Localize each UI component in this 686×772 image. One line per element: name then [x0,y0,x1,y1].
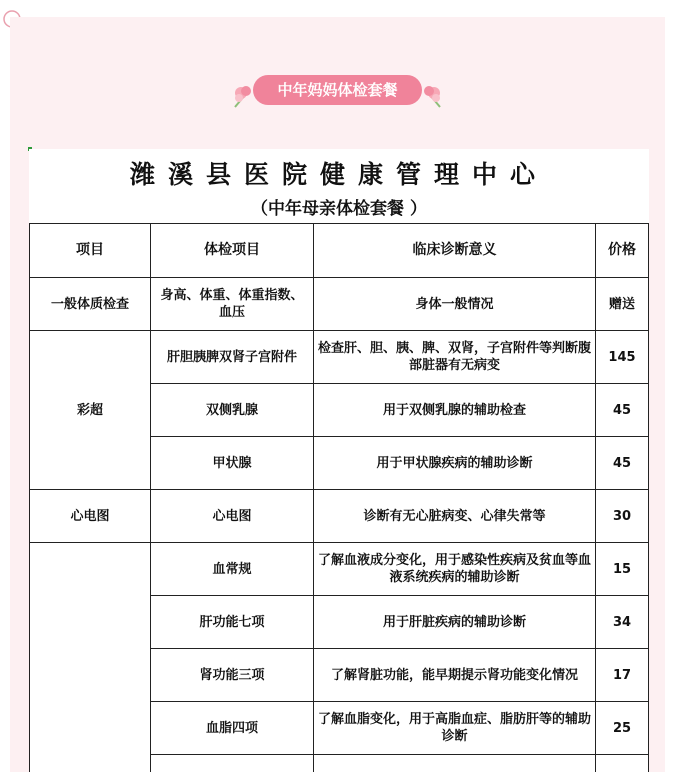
group-ecg: 心电图 [30,490,151,543]
row-meaning [314,755,596,772]
flower-right-icon [416,83,444,111]
header-category: 项目 [30,224,151,278]
table-row [30,278,649,331]
table-row [30,543,649,596]
row-meaning: 了解肾脏功能，能早期提示肾功能变化情况 [314,649,596,702]
row-item: 血常规 [151,543,314,596]
group-ultrasound: 彩超 [30,331,151,490]
document-title: 潍溪县医院健康管理中心 [129,160,548,189]
row-item [151,755,314,772]
row-price: 17 [596,649,649,702]
row-item: 身高、体重、体重指数、血压 [151,278,314,331]
header-item: 体检项目 [151,224,314,278]
table-header-row [30,224,649,278]
row-price [596,755,649,772]
row-meaning: 检查肝、胆、胰、脾、双肾，子宫附件等判断腹部脏器有无病变 [314,331,596,384]
row-price: 45 [596,384,649,437]
group-lab [30,543,151,772]
row-item: 心电图 [151,490,314,543]
header-meaning: 临床诊断意义 [314,224,596,278]
row-meaning: 了解血液成分变化，用于感染性疾病及贫血等血液系统疾病的辅助诊断 [314,543,596,596]
row-price: 30 [596,490,649,543]
table-row [30,331,649,384]
row-meaning: 用于双侧乳腺的辅助检查 [314,384,596,437]
row-item: 肾功能三项 [151,649,314,702]
row-item: 肝胆胰脾双肾子宫附件 [151,331,314,384]
row-item: 双侧乳腺 [151,384,314,437]
row-price: 34 [596,596,649,649]
row-item: 血脂四项 [151,702,314,755]
section-banner [231,73,444,115]
group-general: 一般体质检查 [30,278,151,331]
row-price: 45 [596,437,649,490]
row-meaning: 了解血脂变化，用于高脂血症、脂肪肝等的辅助诊断 [314,702,596,755]
row-price: 15 [596,543,649,596]
header-price: 价格 [596,224,649,278]
price-document [29,149,649,772]
row-price: 25 [596,702,649,755]
row-price: 145 [596,331,649,384]
row-meaning: 用于肝脏疾病的辅助诊断 [314,596,596,649]
row-meaning: 用于甲状腺疾病的辅助诊断 [314,437,596,490]
table-row [30,490,649,543]
row-item: 肝功能七项 [151,596,314,649]
row-meaning: 身体一般情况 [314,278,596,331]
document-subtitle: （中年母亲体检套餐 ） [251,199,427,219]
package-table [29,223,649,772]
row-meaning: 诊断有无心脏病变、心律失常等 [314,490,596,543]
row-item: 甲状腺 [151,437,314,490]
banner-title: 中年妈妈体检套餐 [253,75,422,105]
row-price: 赠送 [596,278,649,331]
